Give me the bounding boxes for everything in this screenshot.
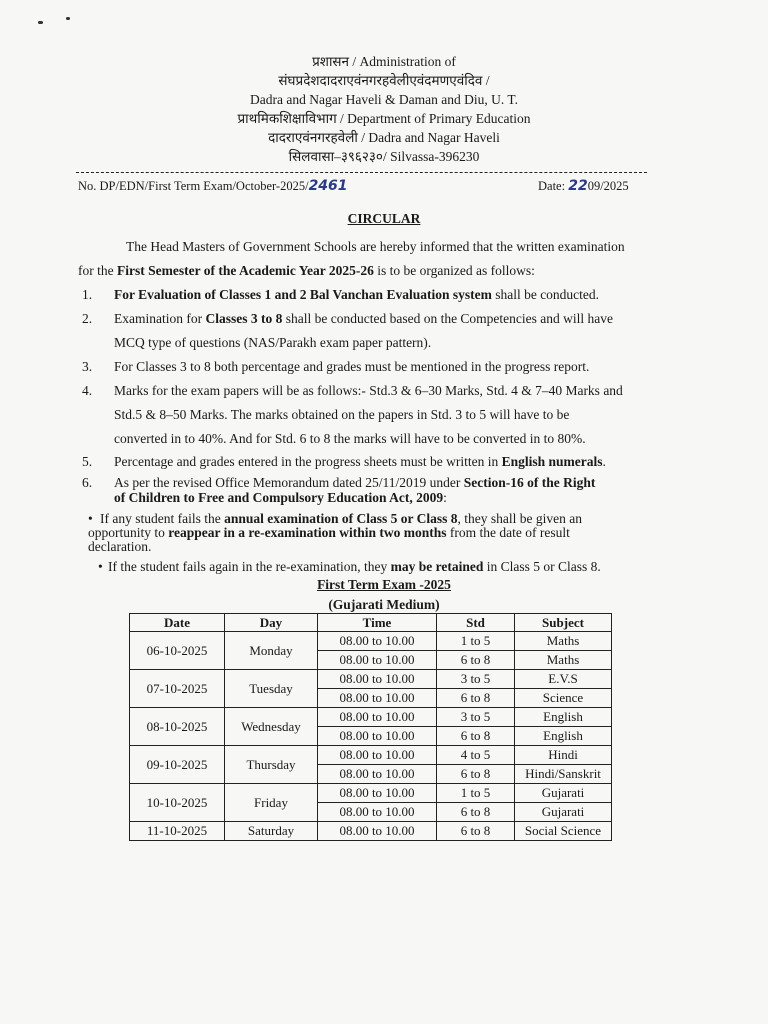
handwritten-number: 2461 <box>308 178 348 194</box>
date-cell: 09-10-2025 <box>130 746 225 784</box>
table-row <box>130 784 612 803</box>
day-cell: Friday <box>225 784 318 822</box>
circular-date: Date: 2209/2025 <box>538 178 629 194</box>
subject-cell: E.V.S <box>515 670 612 689</box>
time-cell: 08.00 to 10.00 <box>318 708 437 727</box>
std-cell: 1 to 5 <box>437 784 515 803</box>
table-row <box>130 632 612 651</box>
letterhead-line: संघप्रदेशदादराएवंनगरहवेलीएवंदमणएवंदिव / <box>278 73 490 88</box>
letterhead-line: सिलवासा–३९६२३०/ Silvassa-396230 <box>288 149 480 164</box>
std-cell: 3 to 5 <box>437 670 515 689</box>
handwritten-day: 22 <box>568 178 588 194</box>
subject-cell: Social Science <box>515 822 612 841</box>
subject-cell: Maths <box>515 632 612 651</box>
column-header: Std <box>437 614 515 632</box>
time-cell: 08.00 to 10.00 <box>318 670 437 689</box>
time-cell: 08.00 to 10.00 <box>318 727 437 746</box>
page-title: CIRCULAR <box>347 211 421 226</box>
exam-schedule-table <box>129 613 612 841</box>
subject-cell: Gujarati <box>515 784 612 803</box>
time-cell: 08.00 to 10.00 <box>318 746 437 765</box>
std-cell: 1 to 5 <box>437 632 515 651</box>
day-cell: Wednesday <box>225 708 318 746</box>
scan-speck <box>38 21 43 24</box>
std-cell: 6 to 8 <box>437 803 515 822</box>
scan-speck <box>66 17 70 20</box>
day-cell: Saturday <box>225 822 318 841</box>
subject-cell: Maths <box>515 651 612 670</box>
time-cell: 08.00 to 10.00 <box>318 822 437 841</box>
std-cell: 4 to 5 <box>437 746 515 765</box>
subject-cell: Gujarati <box>515 803 612 822</box>
day-cell: Thursday <box>225 746 318 784</box>
date-cell: 07-10-2025 <box>130 670 225 708</box>
table-row <box>130 822 612 841</box>
column-header: Date <box>130 614 225 632</box>
letterhead-line: दादराएवंनगरहवेली / Dadra and Nagar Haveli <box>268 130 500 145</box>
intro-paragraph <box>78 235 678 283</box>
letterhead-line: प्रशासन / Administration of <box>312 54 456 69</box>
time-cell: 08.00 to 10.00 <box>318 651 437 670</box>
letterhead-line: Dadra and Nagar Haveli & Daman and Diu, U. T. <box>250 92 518 107</box>
subject-cell: English <box>515 727 612 746</box>
column-header: Day <box>225 614 318 632</box>
reference-number: No. DP/EDN/First Term Exam/October-2025/2461 <box>78 178 348 194</box>
date-cell: 08-10-2025 <box>130 708 225 746</box>
table-header-row <box>130 614 612 632</box>
intro-line: The Head Masters of Government Schools are hereby informed that the written examination <box>126 239 625 254</box>
table-subtitle: (Gujarati Medium) <box>328 597 440 612</box>
date-cell: 10-10-2025 <box>130 784 225 822</box>
std-cell: 6 to 8 <box>437 689 515 708</box>
table-title: First Term Exam -2025 <box>317 577 451 592</box>
std-cell: 6 to 8 <box>437 765 515 784</box>
std-cell: 6 to 8 <box>437 727 515 746</box>
time-cell: 08.00 to 10.00 <box>318 765 437 784</box>
column-header: Subject <box>515 614 612 632</box>
table-row <box>130 708 612 727</box>
time-cell: 08.00 to 10.00 <box>318 632 437 651</box>
subject-cell: Hindi <box>515 746 612 765</box>
table-row <box>130 746 612 765</box>
subject-cell: Science <box>515 689 612 708</box>
letterhead <box>0 52 768 166</box>
day-cell: Tuesday <box>225 670 318 708</box>
time-cell: 08.00 to 10.00 <box>318 803 437 822</box>
intro-line: for the First Semester of the Academic Year 2025-26 is to be organized as follows: <box>78 263 535 278</box>
day-cell: Monday <box>225 632 318 670</box>
std-cell: 6 to 8 <box>437 822 515 841</box>
time-cell: 08.00 to 10.00 <box>318 784 437 803</box>
table-body <box>130 632 612 841</box>
std-cell: 6 to 8 <box>437 651 515 670</box>
divider <box>76 172 647 173</box>
table-row <box>130 670 612 689</box>
subject-cell: English <box>515 708 612 727</box>
date-cell: 06-10-2025 <box>130 632 225 670</box>
date-cell: 11-10-2025 <box>130 822 225 841</box>
letterhead-line: प्राथमिकशिक्षाविभाग / Department of Primary Education <box>237 111 531 126</box>
subject-cell: Hindi/Sanskrit <box>515 765 612 784</box>
time-cell: 08.00 to 10.00 <box>318 689 437 708</box>
std-cell: 3 to 5 <box>437 708 515 727</box>
column-header: Time <box>318 614 437 632</box>
